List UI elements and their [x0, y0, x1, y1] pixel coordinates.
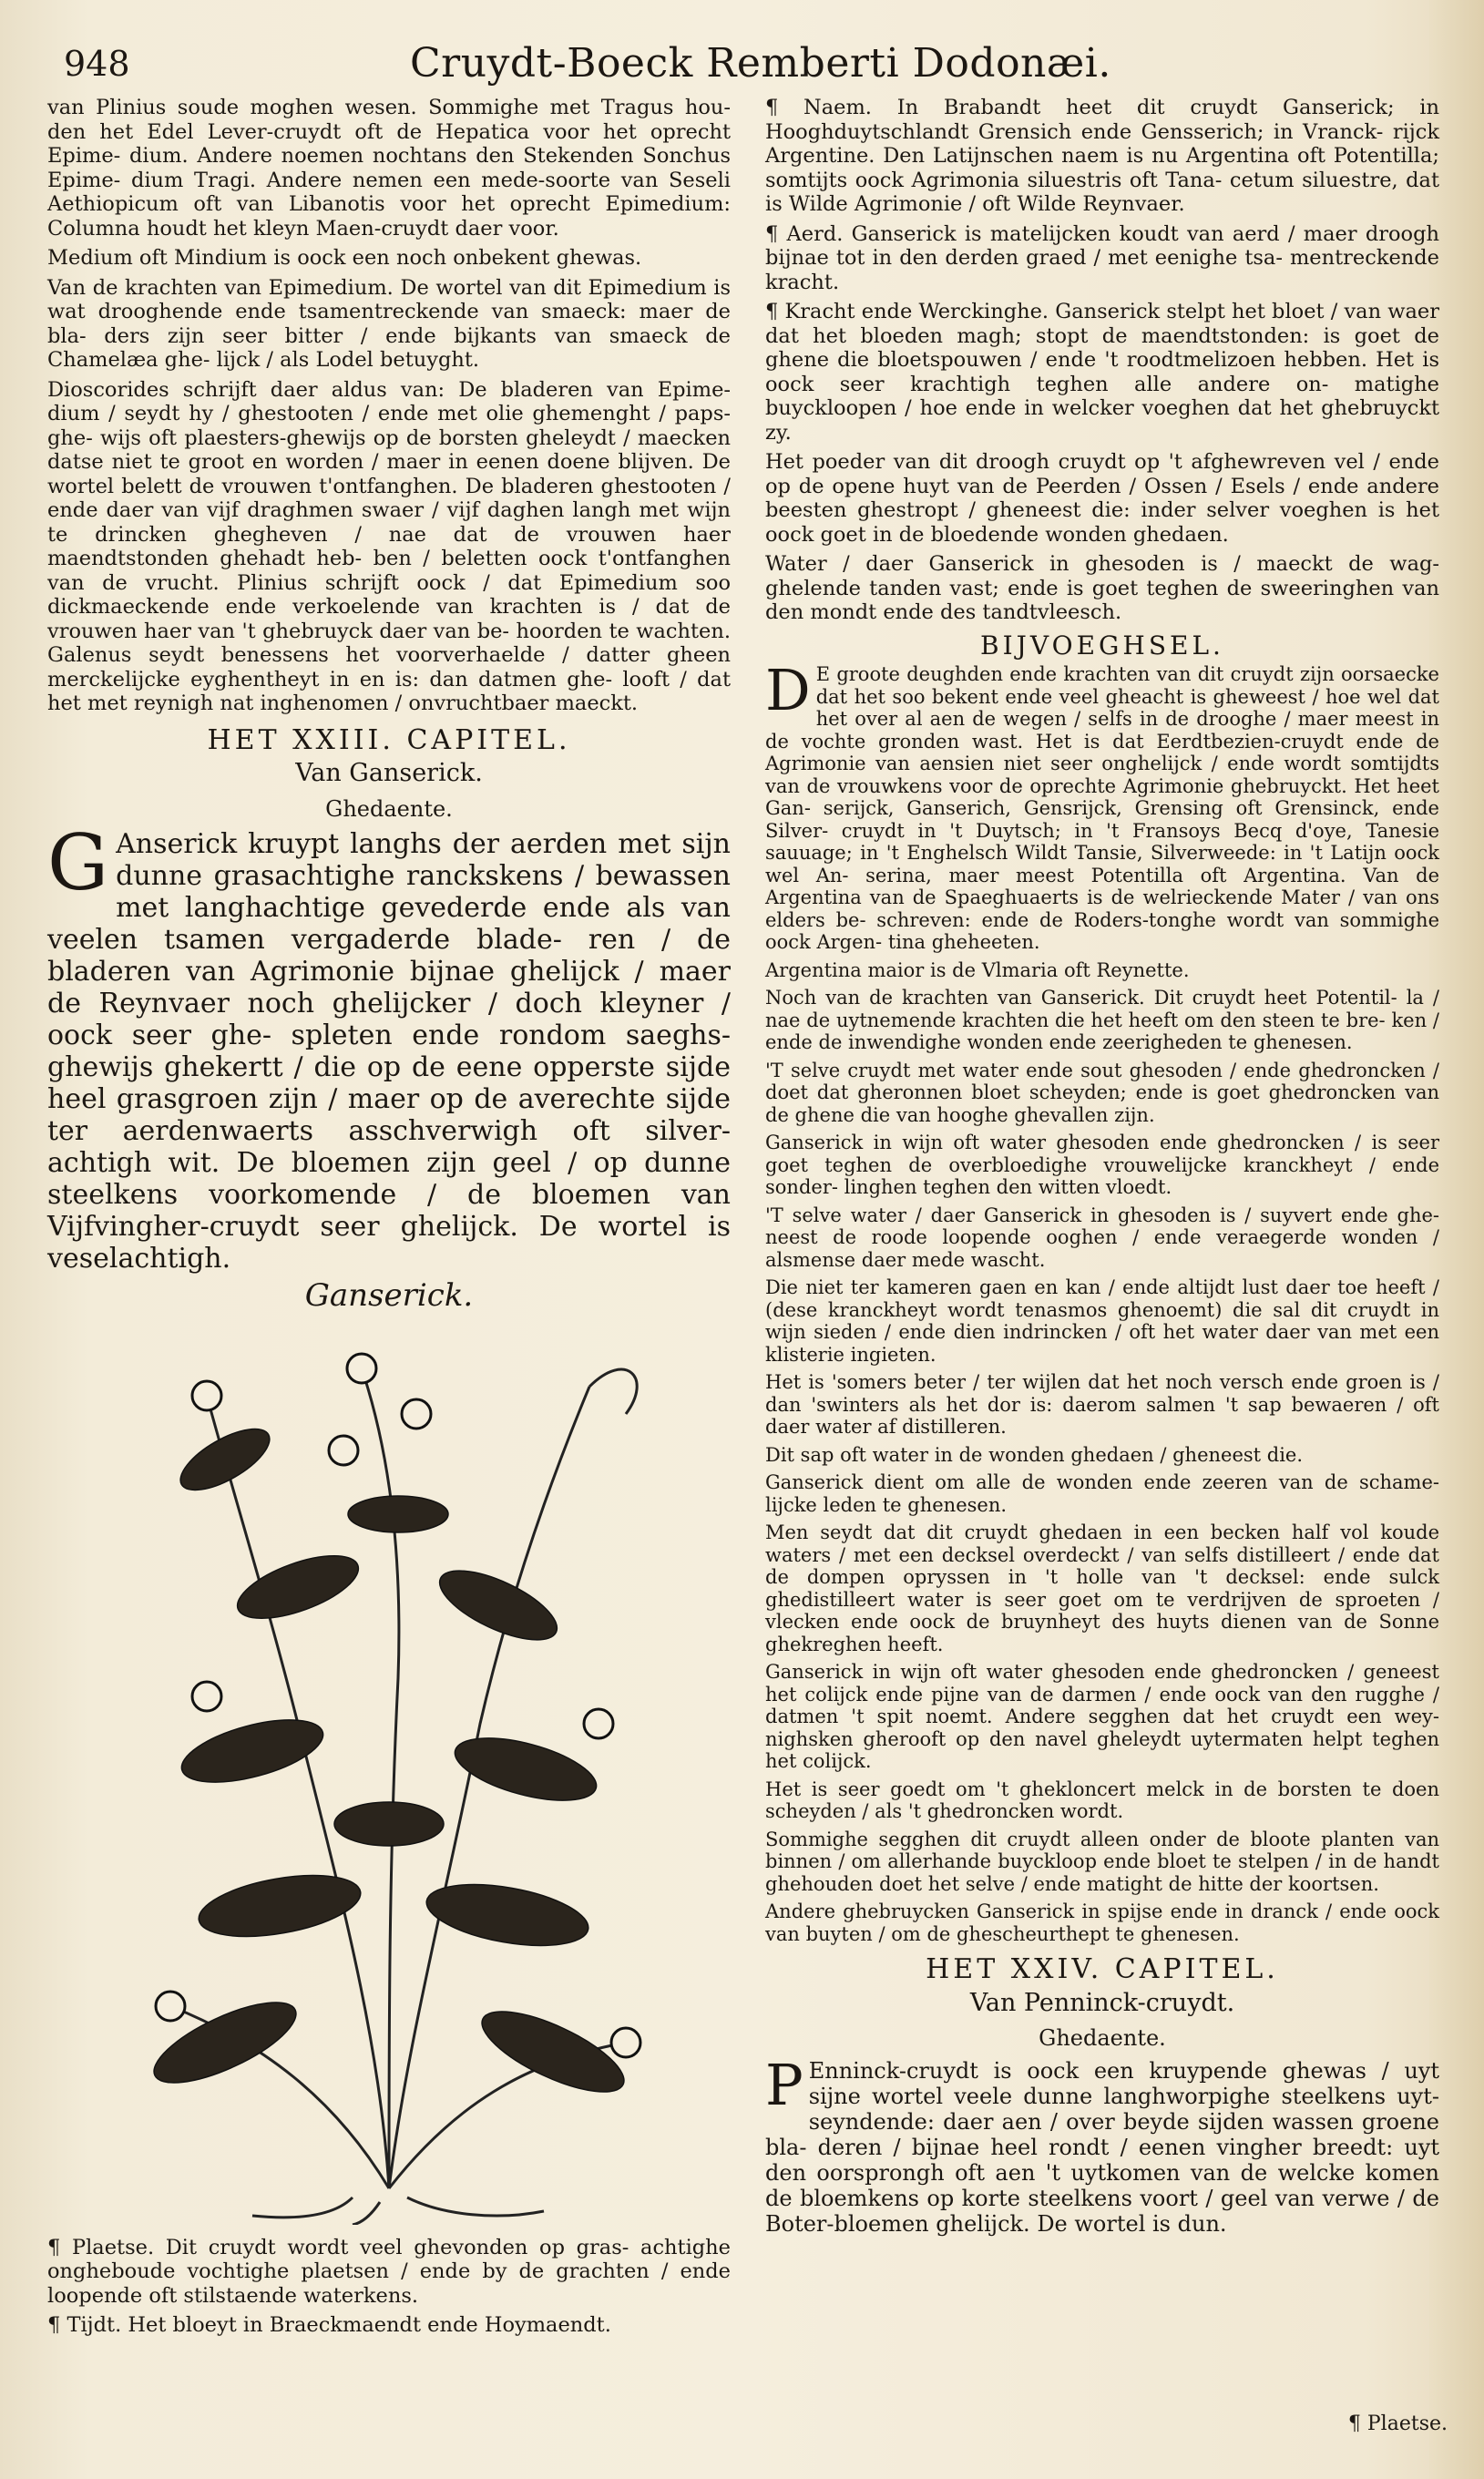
- chapter-subject: Van Ganserick.: [295, 759, 483, 787]
- catchword: ¶ Plaetse.: [1347, 2412, 1448, 2435]
- running-title: Cruydt-Boeck Remberti Dodonæi.: [410, 40, 1111, 87]
- drop-cap: P: [765, 2051, 803, 2118]
- description-text: Enninck-cruydt is oock een kruypende ghewas / uyt sijne wortel veele dunne langhworpighe steelkens uyt- seyndende: daer aen / over beyde sijden wassen groene bla- deren / bijnae heel rondt / eenen vingher breedt: uyt den oorsprongh oft aen 't uytkomen van de welcke komen de bloemkens op korte steelkens voort / geel van verwe / de Boter-bloemen ghelijck. De wortel is dun.: [765, 2057, 1439, 2237]
- description-paragraph: [47, 818, 731, 1275]
- drop-cap: D: [765, 657, 811, 723]
- chapter-heading: HET XXIII. CAPITEL.: [207, 723, 571, 756]
- paragraph: Die niet ter kameren gaen en kan / ende altijdt lust daer toe heeft / (dese kranckheyt wordt tenasmos ghenoemt) die sal dit cruydt in wijn sieden / ende dien indrincken / oft het water daer van met een klisterie ingieten.: [765, 1276, 1439, 1366]
- addendum-heading: BIJVOEGHSEL.: [980, 630, 1224, 661]
- figure-title: Ganserick.: [304, 1277, 474, 1314]
- paragraph: Medium oft Mindium is oock een noch onbekent ghewas.: [47, 246, 642, 270]
- paragraph: Water / daer Ganserick in ghesoden is / maeckt de wag- ghelende tanden vast; ende is goet teghen de sweeringhen van den mondt ende des tandtvleesch.: [765, 552, 1439, 624]
- place-paragraph: ¶ Plaetse. Dit cruydt wordt veel ghevonden op gras- achtighe ongheboude vochtighe plaetsen / ende by de grachten / ende loopende oft stilstaende waterkens.: [47, 2235, 731, 2308]
- drop-cap: G: [47, 818, 109, 907]
- chapter-heading: HET XXIV. CAPITEL.: [926, 1953, 1279, 1985]
- description-paragraph: [765, 2051, 1439, 2237]
- paragraph: Ganserick in wijn oft water ghesoden ende ghedroncken / is seer goet teghen de overbloedighe vrouwelijcke kranckheyt / ende sonder- linghen teghen den witten vloedt.: [765, 1132, 1439, 1198]
- paragraph: Ganserick dient om alle de wonden ende zeeren van de schame- lijcke leden te ghenesen.: [765, 1471, 1439, 1516]
- name-paragraph: ¶ Naem. In Brabandt heet dit cruydt Ganserick; in Hooghduytschlandt Grensich ende Gensserich; in Vranck- rijck Argentine. Den Latijnschen naem is nu Argentina oft Potentilla; somtijts oock Agrimonia siluestris oft Tana- cetum siluestre, dat is Wilde Agrimonie / oft Wilde Reynvaer.: [765, 96, 1439, 216]
- paragraph-text: E groote deughden ende krachten van dit cruydt zijn oorsaecke dat het soo bekent ende veel gheacht is gheweest / hoe wel dat het over al aen de wegen / selfs in de drooghe / maer meest in de vochte gronden wast. Het is dat Eerdtbezien-cruydt ende de Agrimonie van aensien niet seer onghelijck / ende wordt somtijdts van de vrouwkens voor de oprechte Agrimonie ghebruyckt. Het heet Gan- serijck, Ganserich, Gensrijck, Grensing oft Grensinck, ende Silver- cruydt in 't Duytsch; in 't Fransoys Becq d'oye, Tanesie sauuage; in 't Enghelsch Wildt Tansie, Silverweede: in 't Latijn oock wel An- serina, maer meest Potentilla oft Argentina. Van de Argentina van de Spaeghuaerts is de welrieckende Mater / van ons elders be- schreven: ende de Roders-tonghe wordt van sommighe oock Argen- tina gheheeten.: [765, 663, 1439, 953]
- description-text: Anserick kruypt langhs der aerden met sijn dunne grasachtighe ranckskens / bewassen met langhachtige gevederde ende als van veelen tsamen vergaderde blade- ren / de bladeren van Agrimonie bijnae ghelijck / maer de Reynvaer noch ghelijcker / doch kleyner / oock seer ghe- spleten ende rondom saeghs-ghewijs ghekertt / die op de eene opperste sijde heel grasgroen zijn / maer op de averechte sijde ter aerdenwaerts asschverwigh oft silver- achtigh wit. De bloemen zijn geel / op dunne steelkens voorkomende / de bloemen van Vijfvingher-cruydt seer ghelijck. De wortel is veselachtigh.: [47, 828, 731, 1275]
- paragraph: Dioscorides schrijft daer aldus van: De bladeren van Epime- dium / seydt hy / ghestooten / ende met olie ghemenght / paps-ghe- wijs oft plaesters-ghewijs op de borsten gheleydt / maecken datse niet te groot en worden / maer in eenen doene blijven. De wortel belett de vrouwen t'ontfanghen. De bladeren ghestooten / ende daer van vijf draghmen swaer / vijf daghen langh met wijn te drincken ghegheven / nae dat de vrouwen haer maendtstonden ghehadt heb- ben / beletten oock t'ontfanghen van de vrucht. Plinius schrijft oock / dat Epimedium soo dickmaeckende ende verkoelende van krachten is / dat de vrouwen haer van 't ghebruyck daer van be- hoorden te wachten. Galenus seydt benessens het voorverhaelde / datter gheen merckelijcke eyghentheyt in en is: dan datmen ghe- looft / dat het met reynigh nat inghenomen / onvruchtbaer maeckt.: [47, 377, 731, 715]
- paragraph: 'T selve water / daer Ganserick in ghesoden is / suyvert ende ghe- neest de roode loopende ooghen / ende veraegerde wonden / alsmense daer mede wascht.: [765, 1204, 1439, 1271]
- paragraph: Ganserick in wijn oft water ghesoden ende ghedroncken / geneest het colijck ende pijne van de darmen / ende oock van den rugghe / datmen 't spit noemt. Andere segghen dat het cruydt een wey- nighsken gherooft op den navel gheleydt uytermaten helpt teghen het colijck.: [765, 1661, 1439, 1772]
- nature-paragraph: ¶ Aerd. Ganserick is matelijcken koudt van aerd / maer droogh bijnae tot in den derden graed / met eenighe tsa- mentreckende kracht.: [765, 221, 1439, 294]
- paragraph: van Plinius soude moghen wesen. Sommighe met Tragus hou- den het Edel Lever-cruydt oft de Hepatica voor het oprecht Epime- dium. Andere noemen nochtans den Stekenden Sonchus Epime- dium Tragi. Andere nemen een mede-soorte van Seseli Aethiopicum oft van Libanotis voor het oprecht Epimedium: Columna houdt het kleyn Maen-cruydt daer voor.: [47, 96, 731, 241]
- paragraph: Van de krachten van Epimedium. De wortel van dit Epimedium is wat drooghende ende tsamentreckende van smaeck: maer de bla- ders zijn seer bitter / ende bijkants van smaeck de Chamelæa ghe- lijck / als Lodel betuyght.: [47, 275, 731, 372]
- section-heading: Ghedaente.: [325, 795, 453, 822]
- addendum-text: [765, 657, 1439, 1945]
- page-header: [64, 36, 1412, 91]
- paragraph: Sommighe segghen dit cruydt alleen onder de bloote planten van binnen / om allerhande buyckloop ende bloet te stelpen / in de handt ghehouden doet het selve / ende matight de hitte der koortsen.: [765, 1828, 1439, 1895]
- paragraph: 'T selve cruydt met water ende sout ghesoden / ende ghedroncken / doet dat gheronnen bloet scheyden; ende is goet ghedroncken van de ghene die van hooghe ghevallen zijn.: [765, 1059, 1439, 1126]
- paragraph: Men seydt dat dit cruydt ghedaen in een becken half vol koude waters / met een decksel overdeckt / van selfs distilleert / ende dat de dompen opryssen in 't holle van 't decksel: ende sulck ghedistilleert water is seer goet om te verdrijven de sproeten / vlecken ende oock de bruynheyt des huyts dienen van de Sonne ghekreghen heeft.: [765, 1521, 1439, 1655]
- paragraph: Het poeder van dit droogh cruydt op 't afghewreven vel / ende op de opene huyt van de Peerden / Ossen / Esels / ende andere beesten ghestropt / gheneest die: inder selver voeghen is het oock goet in de bloedende wonden ghedaen.: [765, 450, 1439, 547]
- paragraph: Dit sap oft water in de wonden ghedaen / gheneest die.: [765, 1443, 1304, 1466]
- chapter-subject: Van Penninck-cruydt.: [969, 1988, 1235, 2017]
- paragraph: Het is 'somers beter / ter wijlen dat het noch versch ende groen is / dan 'swinters als het dor is: daerom salmen 't sap bewaeren / oft daer water af distilleren.: [765, 1371, 1439, 1438]
- paragraph: Argentina maior is de Vlmaria oft Reynette.: [765, 958, 1190, 981]
- paragraph: Noch van de krachten van Ganserick. Dit cruydt heet Potentil- la / nae de uytnemende krachten die het heeft om den steen te bre- ken / ende de inwendighe wonden ende zeerigheden te ghenesen.: [765, 987, 1439, 1053]
- section-heading: Ghedaente.: [1039, 2025, 1166, 2051]
- page-number: 948: [64, 44, 130, 84]
- plant-illustration: [116, 1314, 662, 2225]
- left-column: [47, 96, 731, 2343]
- right-column: [765, 96, 1439, 2242]
- paragraph: [765, 657, 1439, 954]
- paragraph: Het is seer goedt om 't ghekloncert melck in de borsten te doen scheyden / als 't ghedroncken wordt.: [765, 1777, 1439, 1822]
- paragraph: Andere ghebruycken Ganserick in spijse ende in dranck / ende oock van buyten / om de ghescheurthept te ghenesen.: [765, 1900, 1439, 1945]
- time-paragraph: ¶ Tijdt. Het bloeyt in Braeckmaendt ende Hoymaendt.: [47, 2313, 611, 2337]
- paragraph: ¶ Kracht ende Werckinghe. Ganserick stelpt het bloet / van waer dat het bloeden magh; stopt de maendtstonden: is goet de ghene die bloetspouwen / ende 't roodtmelizoen hebben. Het is oock seer krachtigh teghen alle andere on- matighe buyckloopen / hoe ende in welcker voeghen dat het ghebruyckt zy.: [765, 300, 1439, 445]
